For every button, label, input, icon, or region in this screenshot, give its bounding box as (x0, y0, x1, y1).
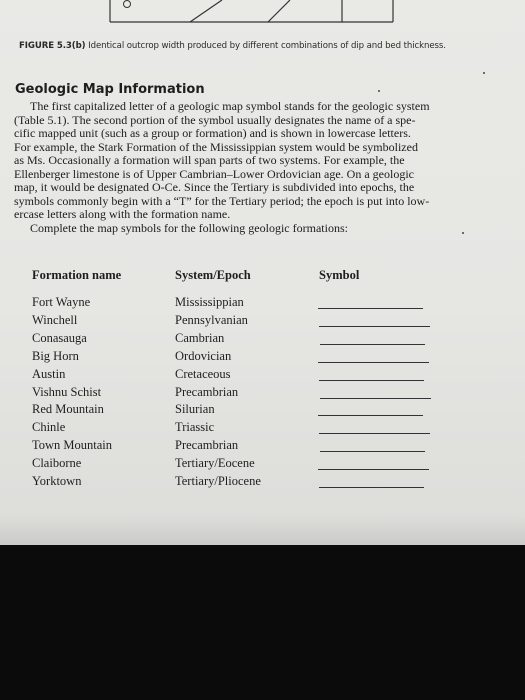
page-speck (483, 72, 485, 74)
table-row (27, 349, 447, 366)
system-epoch-cell: Triassic (175, 420, 215, 435)
page-shadow (0, 515, 525, 545)
paragraph-line: For example, the Stark Formation of the Mississippian system would be symbolized (14, 139, 418, 154)
formation-name-cell: Chinle (32, 420, 66, 435)
table-row (27, 313, 447, 330)
symbol-answer-blank[interactable] (319, 487, 424, 488)
paragraph-line: (Table 5.1). The second portion of the symbol usually designates the name of a spe- (14, 112, 416, 127)
table-row (27, 295, 447, 312)
header-formation-name: Formation name (32, 268, 122, 282)
formation-name-cell: Austin (32, 366, 66, 381)
table-row (27, 367, 447, 384)
symbol-answer-blank[interactable] (320, 344, 425, 345)
symbol-answer-blank[interactable] (318, 362, 429, 363)
table-row (27, 331, 447, 348)
symbol-answer-blank[interactable] (318, 415, 423, 416)
paragraph-line: The first capitalized letter of a geologic map symbol stands for the geologic system (30, 99, 430, 113)
table-row (27, 385, 447, 402)
formation-name-cell: Town Mountain (32, 438, 113, 453)
table-row (27, 420, 447, 437)
paragraph-line: Ellenberger limestone is of Upper Cambrian–Lower Ordovician age. On a geologic (14, 166, 414, 181)
instruction-line: Complete the map symbols for the following geologic formations: (30, 220, 348, 235)
formation-name-cell: Yorktown (32, 474, 82, 488)
paragraph-line: as Ms. Occasionally a formation will span parts of two systems. For example, the (14, 153, 405, 167)
paragraph-line: symbols commonly begin with a “T” for the Tertiary period; the epoch is put into low- (14, 193, 430, 208)
figure-diagram-fragment (0, 0, 525, 30)
symbol-answer-blank[interactable] (318, 469, 429, 470)
formation-name-cell: Red Mountain (32, 402, 104, 417)
formation-name-cell: Big Horn (32, 348, 79, 363)
system-epoch-cell: Ordovician (175, 348, 232, 363)
page-speck (378, 90, 380, 92)
page-speck (462, 232, 464, 234)
paragraph-line: cific mapped unit (such as a group or formation) and is shown in lowercase letters. (14, 126, 411, 140)
system-epoch-cell: Precambrian (175, 384, 239, 399)
figure-label: FIGURE 5.3(b) (19, 41, 86, 51)
system-epoch-cell: Silurian (175, 402, 215, 417)
symbol-answer-blank[interactable] (320, 398, 431, 399)
figure-caption-text: Identical outcrop width produced by different combinations of dip and bed thickness. (88, 41, 446, 51)
system-epoch-cell: Mississippian (175, 295, 244, 309)
symbol-answer-blank[interactable] (319, 380, 424, 381)
paragraph-line: ercase letters along with the formation name. (14, 207, 231, 221)
formation-name-cell: Winchell (32, 312, 78, 327)
figure-caption (19, 41, 519, 51)
system-epoch-cell: Tertiary/Pliocene (175, 474, 261, 488)
table-row (27, 402, 447, 419)
symbol-answer-blank[interactable] (319, 326, 430, 327)
symbol-answer-blank[interactable] (318, 308, 423, 309)
formation-name-cell: Vishnu Schist (32, 384, 102, 399)
section-title: Geologic Map Information (15, 82, 205, 97)
symbol-answer-blank[interactable] (319, 433, 430, 434)
header-symbol: Symbol (319, 268, 360, 282)
system-epoch-cell: Cambrian (175, 330, 225, 345)
formation-name-cell: Claiborne (32, 456, 82, 471)
formation-name-cell: Fort Wayne (32, 295, 91, 309)
table-row (27, 474, 447, 491)
paragraph-line: map, it would be designated O-Ce. Since the Tertiary is subdivided into epochs, the (14, 180, 415, 194)
symbol-answer-blank[interactable] (320, 451, 425, 452)
system-epoch-cell: Pennsylvanian (175, 312, 248, 327)
table-row (27, 456, 447, 473)
system-epoch-cell: Tertiary/Eocene (175, 456, 255, 471)
section-paragraph (14, 100, 514, 235)
system-epoch-cell: Precambrian (175, 438, 239, 453)
table-row (27, 438, 447, 455)
system-epoch-cell: Cretaceous (175, 366, 231, 381)
header-system-epoch: System/Epoch (175, 268, 251, 282)
formation-name-cell: Conasauga (32, 330, 87, 345)
